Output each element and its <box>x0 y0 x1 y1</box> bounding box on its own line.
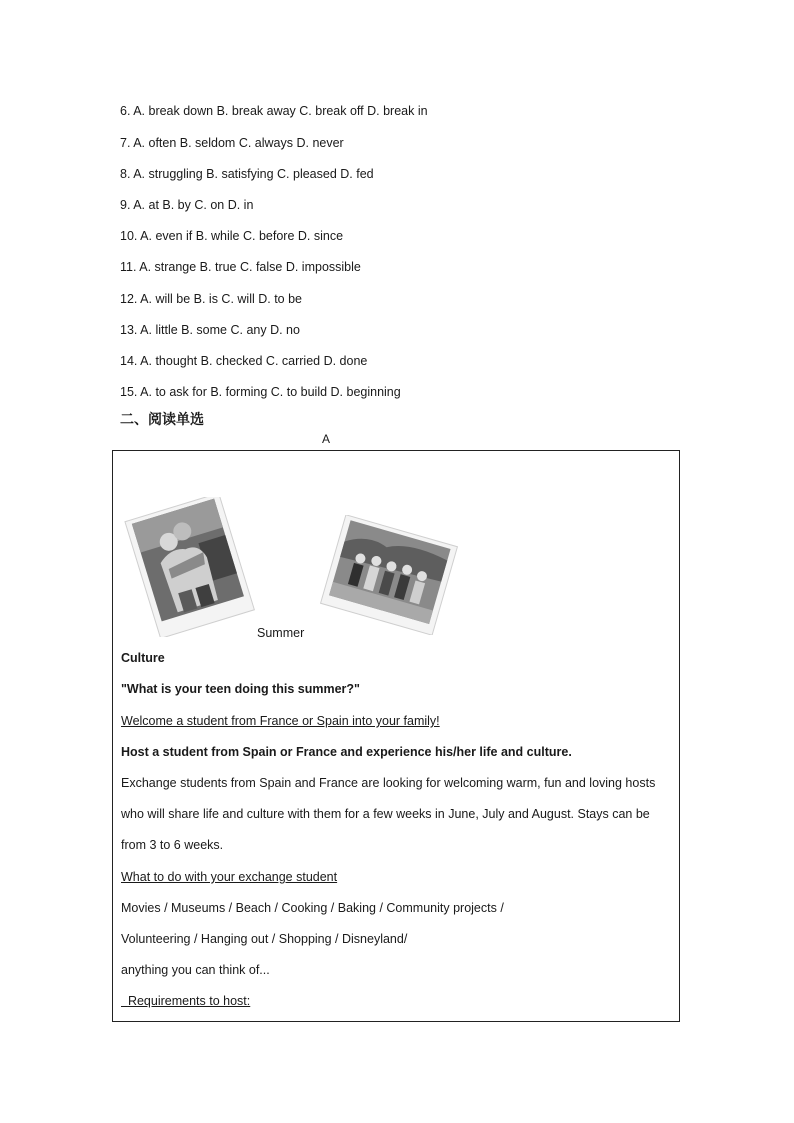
question-15: 15. A. to ask for B. forming C. to build D. beginning <box>120 385 401 399</box>
question-14: 14. A. thought B. checked C. carried D. done <box>120 354 368 368</box>
photo-couple <box>119 497 259 637</box>
question-8: 8. A. struggling B. satisfying C. pleased D. fed <box>120 167 374 181</box>
activities-line-3: anything you can think of... <box>121 963 270 977</box>
passage-box <box>112 450 680 1022</box>
question-9: 9. A. at B. by C. on D. in <box>120 198 254 212</box>
culture-label: Culture <box>121 651 165 665</box>
section-heading: 二、阅读单选 <box>120 412 204 428</box>
question-10: 10. A. even if B. while C. before D. since <box>120 229 344 243</box>
question-12: 12. A. will be B. is C. will D. to be <box>120 292 303 306</box>
body-line-3: from 3 to 6 weeks. <box>121 838 224 852</box>
question-7: 7. A. often B. seldom C. always D. never <box>120 136 344 150</box>
question-6: 6. A. break down B. break away C. break off D. break in <box>120 104 428 118</box>
photo-group <box>309 515 469 635</box>
what-to-do-heading: What to do with your exchange student <box>121 870 338 884</box>
requirements-heading <box>121 994 250 1008</box>
activities-line-2: Volunteering / Hanging out / Shopping / Disneyland/ <box>121 932 408 946</box>
requirements-text: Requirements to host: <box>127 994 251 1008</box>
photo-caption: Summer <box>257 626 305 640</box>
host-line: Host a student from Spain or France and experience his/her life and culture. <box>121 745 572 759</box>
body-line-1: Exchange students from Spain and France are looking for welcoming warm, fun and loving hosts <box>121 776 656 790</box>
question-13: 13. A. little B. some C. any D. no <box>120 323 300 337</box>
body-line-2: who will share life and culture with them for a few weeks in June, July and August. Stays can be <box>121 807 650 821</box>
question-11: 11. A. strange B. true C. false D. impossible <box>120 260 361 274</box>
teen-question: "What is your teen doing this summer?" <box>121 682 360 696</box>
welcome-line: Welcome a student from France or Spain into your family! <box>121 714 440 728</box>
passage-label: A <box>322 432 331 446</box>
activities-line-1: Movies / Museums / Beach / Cooking / Baking / Community projects / <box>121 901 504 915</box>
